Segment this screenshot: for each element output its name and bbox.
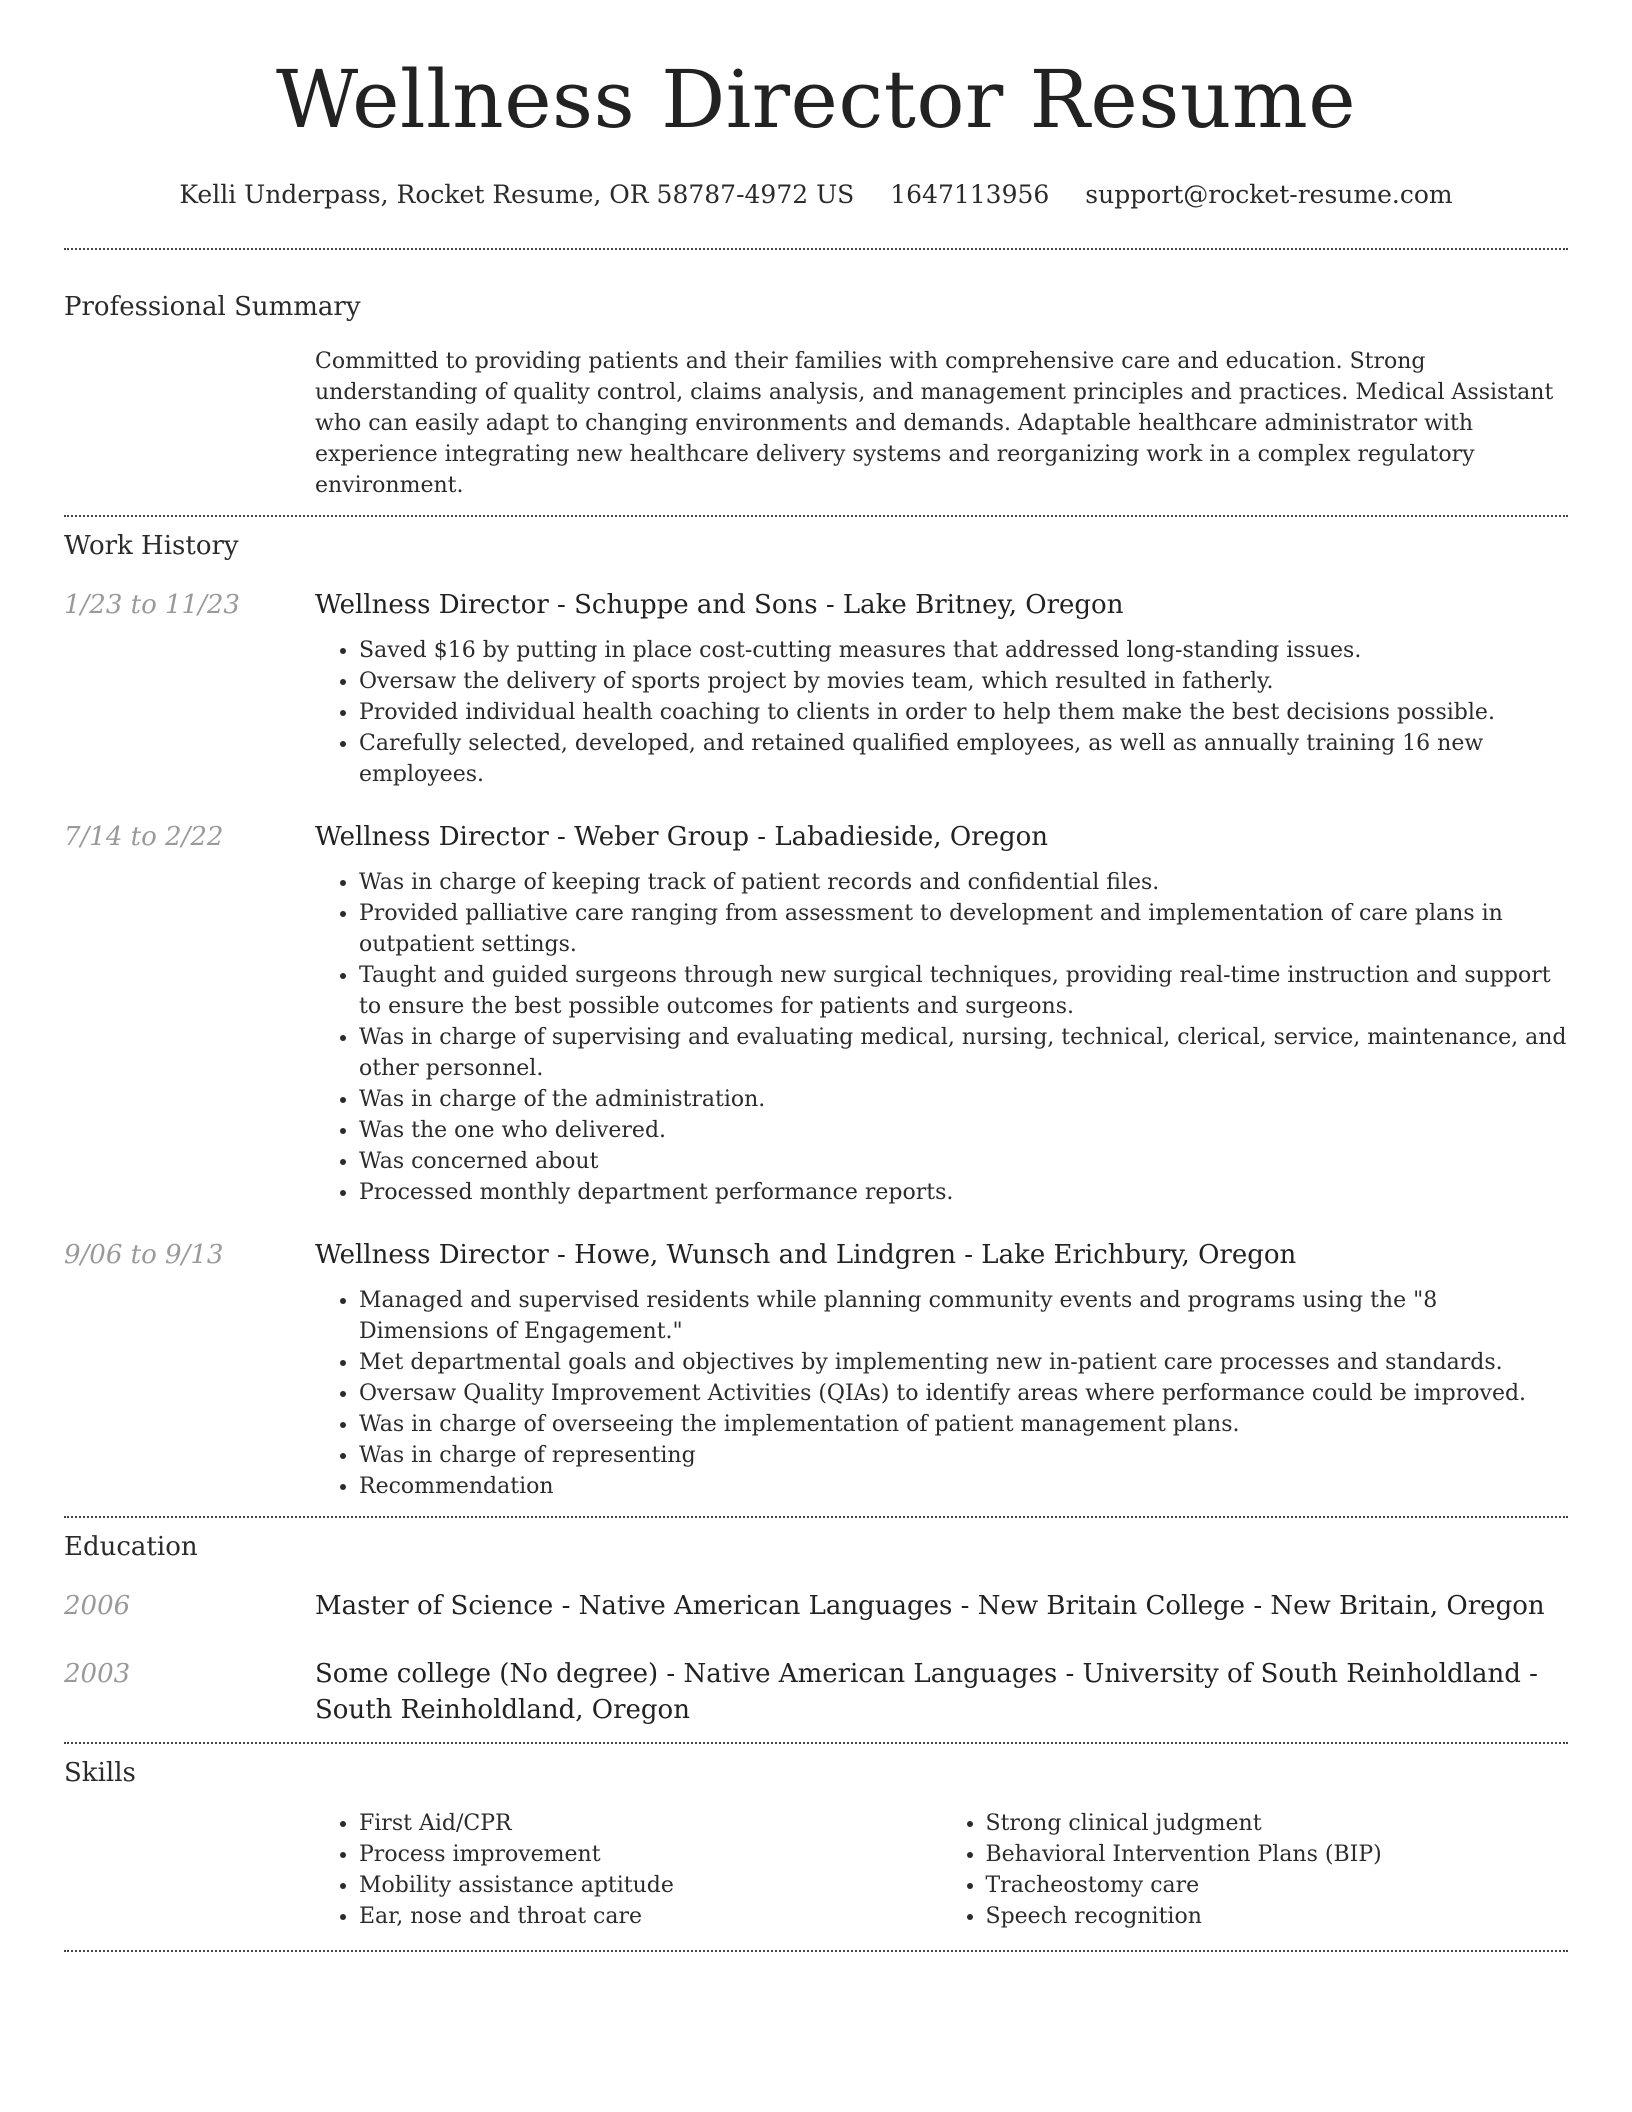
job-bullet: • Met departmental goals and objectives by implementing new in-patient care processes and standards. bbox=[359, 1347, 1568, 1378]
job-dates: 7/14 to 2/22 bbox=[64, 822, 224, 852]
job-bullets bbox=[315, 635, 1568, 790]
job-dates: 1/23 to 11/23 bbox=[64, 590, 240, 620]
education-section bbox=[64, 1530, 1568, 1728]
job-bullet: • Taught and guided surgeons through new surgical techniques, providing real-time instruction and support to ensure the best possible outcomes for patients and surgeons. bbox=[359, 960, 1568, 1022]
skills-heading: Skills bbox=[64, 1758, 136, 1788]
skill-item: • Speech recognition bbox=[986, 1901, 1569, 1932]
divider bbox=[64, 248, 1568, 250]
job-bullet: • Was in charge of representing bbox=[359, 1440, 1568, 1471]
divider bbox=[64, 515, 1568, 517]
education-entry bbox=[64, 1588, 1568, 1624]
contact-address: Kelli Underpass, Rocket Resume, OR 58787-4972 US bbox=[179, 180, 855, 209]
skills-columns bbox=[315, 1808, 1568, 1932]
education-body bbox=[315, 1656, 1568, 1728]
job-bullet: • Managed and supervised residents while planning community events and programs using the "8 Dimensions of Engagement." bbox=[359, 1285, 1568, 1347]
education-year: 2006 bbox=[64, 1591, 131, 1621]
job-bullet: • Provided palliative care ranging from assessment to development and implementation of care plans in outpatient settings. bbox=[359, 898, 1568, 960]
divider bbox=[64, 1516, 1568, 1518]
summary-text: Committed to providing patients and their families with comprehensive care and education. Strong understanding of quality control, claims analysis, and management principles and practices. Medical Assistant who can easily adapt to changing environments and demands. Adaptable healthcare administrator with experience integrating new healthcare delivery systems and reorganizing work in a complex regulatory environment. bbox=[315, 349, 1554, 498]
education-body bbox=[315, 1588, 1568, 1624]
education-title: Some college (No degree) - Native American Languages - University of South Reinholdland - South Reinholdland, Oregon bbox=[315, 1659, 1538, 1725]
skills-section bbox=[64, 1756, 1568, 1932]
work-history-section bbox=[64, 529, 1568, 1502]
job-bullet: • Was the one who delivered. bbox=[359, 1115, 1568, 1146]
job-bullet: • Oversaw Quality Improvement Activities (QIAs) to identify areas where performance could be improved. bbox=[359, 1378, 1568, 1409]
job-bullet: • Oversaw the delivery of sports project by movies team, which resulted in fatherly. bbox=[359, 666, 1568, 697]
job-bullets bbox=[315, 1285, 1568, 1502]
work-history-heading: Work History bbox=[64, 531, 239, 561]
job-entry bbox=[64, 819, 1568, 1208]
skill-item: • Behavioral Intervention Plans (BIP) bbox=[986, 1839, 1569, 1870]
job-bullets bbox=[315, 867, 1568, 1208]
job-bullet: • Provided individual health coaching to clients in order to help them make the best decisions possible. bbox=[359, 697, 1568, 728]
job-bullet: • Was in charge of overseeing the implementation of patient management plans. bbox=[359, 1409, 1568, 1440]
education-year: 2003 bbox=[64, 1659, 131, 1689]
divider bbox=[64, 1950, 1568, 1952]
summary-section bbox=[64, 290, 1568, 501]
summary-heading: Professional Summary bbox=[64, 292, 361, 322]
job-entry bbox=[64, 587, 1568, 790]
job-bullet: • Saved $16 by putting in place cost-cutting measures that addressed long-standing issues. bbox=[359, 635, 1568, 666]
job-bullet: • Was in charge of the administration. bbox=[359, 1084, 1568, 1115]
job-bullet: • Was in charge of supervising and evaluating medical, nursing, technical, clerical, service, maintenance, and other personnel. bbox=[359, 1022, 1568, 1084]
contact-email: support@rocket-resume.com bbox=[1085, 180, 1453, 209]
job-bullet: • Carefully selected, developed, and retained qualified employees, as well as annually training 16 new employees. bbox=[359, 728, 1568, 790]
contact-line bbox=[64, 178, 1568, 212]
job-bullet: • Was in charge of keeping track of patient records and confidential files. bbox=[359, 867, 1568, 898]
job-body bbox=[315, 819, 1568, 1208]
job-bullet: • Processed monthly department performance reports. bbox=[359, 1177, 1568, 1208]
skill-item: • Mobility assistance aptitude bbox=[359, 1870, 942, 1901]
skill-item: • Ear, nose and throat care bbox=[359, 1901, 942, 1932]
education-heading: Education bbox=[64, 1532, 198, 1562]
skill-item: • Process improvement bbox=[359, 1839, 942, 1870]
job-bullet: • Recommendation bbox=[359, 1471, 1568, 1502]
contact-phone: 1647113956 bbox=[890, 180, 1050, 209]
job-title: Wellness Director - Howe, Wunsch and Lindgren - Lake Erichbury, Oregon bbox=[315, 1240, 1297, 1270]
education-title: Master of Science - Native American Languages - New Britain College - New Britain, Oregon bbox=[315, 1591, 1545, 1621]
education-entry bbox=[64, 1656, 1568, 1728]
job-title: Wellness Director - Weber Group - Labadieside, Oregon bbox=[315, 822, 1049, 852]
job-body bbox=[315, 587, 1568, 790]
skill-item: • Strong clinical judgment bbox=[986, 1808, 1569, 1839]
skill-item: • First Aid/CPR bbox=[359, 1808, 942, 1839]
skills-list-right bbox=[942, 1808, 1569, 1932]
job-body bbox=[315, 1237, 1568, 1502]
job-bullet: • Was concerned about bbox=[359, 1146, 1568, 1177]
job-dates: 9/06 to 9/13 bbox=[64, 1240, 224, 1270]
job-entry bbox=[64, 1237, 1568, 1502]
resume-title: Wellness Director Resume bbox=[275, 53, 1357, 146]
skills-list-left bbox=[315, 1808, 942, 1932]
job-title: Wellness Director - Schuppe and Sons - Lake Britney, Oregon bbox=[315, 590, 1124, 620]
divider bbox=[64, 1742, 1568, 1744]
skill-item: • Tracheostomy care bbox=[986, 1870, 1569, 1901]
